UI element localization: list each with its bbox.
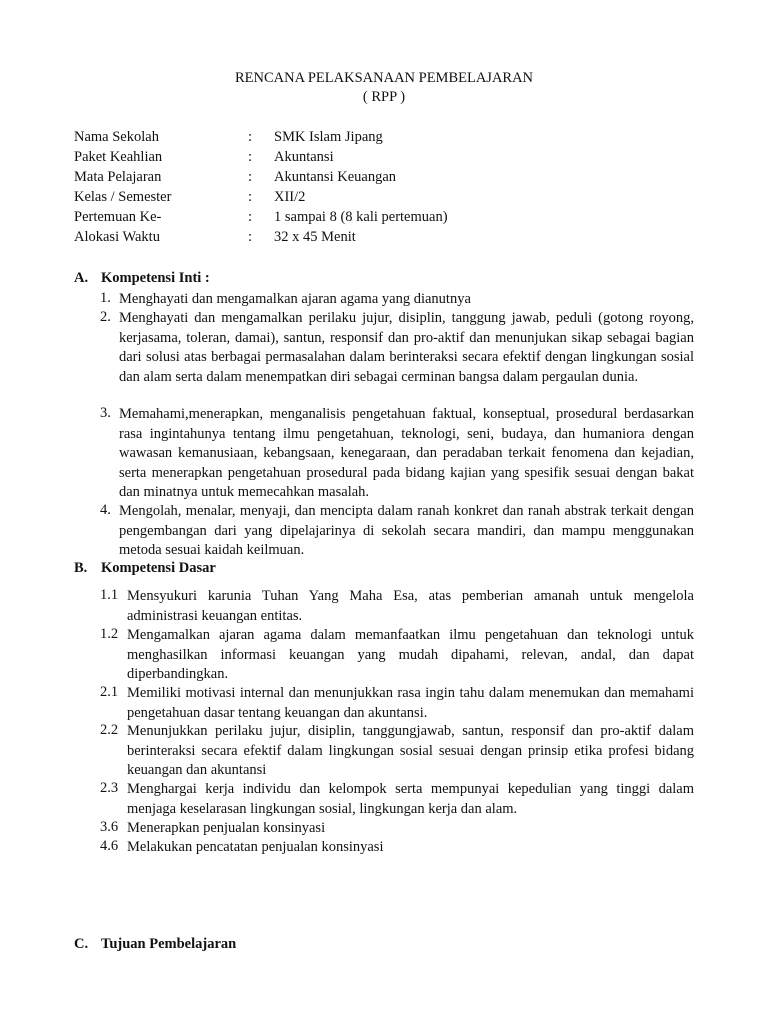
item-number: 2.1 bbox=[100, 684, 119, 700]
info-colon: : bbox=[248, 169, 253, 185]
section-letter: C. bbox=[74, 936, 89, 952]
info-label: Kelas / Semester bbox=[74, 189, 172, 205]
info-colon: : bbox=[248, 149, 253, 165]
info-value: Akuntansi Keuangan bbox=[274, 169, 397, 185]
item-number: 4.6 bbox=[100, 838, 119, 854]
info-colon: : bbox=[248, 209, 253, 225]
item-number: 1. bbox=[100, 290, 111, 306]
item-text: Memiliki motivasi internal dan menunjukkan rasa ingin tahu dalam menemukan dan memahami pengetahuan dasar tentang keuangan dan akuntansi. bbox=[127, 685, 694, 721]
item-text: Melakukan pencatatan penjualan konsinyasi bbox=[127, 839, 384, 855]
info-colon: : bbox=[248, 129, 253, 145]
item-text: Menghargai kerja individu dan kelompok serta mempunyai kepedulian yang tinggi dalam menjaga keselarasan lingkungan sosial, lingkungan kerja dan alam. bbox=[127, 781, 694, 817]
document-subtitle: ( RPP ) bbox=[362, 89, 406, 105]
item-text: Memahami,menerapkan, menganalisis pengetahuan faktual, konseptual, prosedural berdasarkan rasa ingintahunya tentang ilmu pengetahuan, teknologi, seni, budaya, dan humaniora dengan wawasan kemanusiaan, kebangsaan, kenegaraan, dan peradaban terkait fenomena dan kejadian, serta menerapkan pengetahuan prosedural pada bidang kajian yang spesifik sesuai dengan bakat dan minatnya untuk memecahkan masalah. bbox=[119, 406, 694, 500]
item-text: Menghayati dan mengamalkan perilaku jujur, disiplin, tanggung jawab, peduli (gotong royong, kerjasama, toleran, damai), santun, responsif dan pro-aktif dan menunjukan sikap sebagai bagian dari solusi atas berbagai permasalahan dalam berinteraksi secara efektif dengan lingkungan sosial dan alam serta dalam menempatkan diri sebagai cerminan bangsa dalam pergaulan dunia. bbox=[119, 310, 694, 385]
info-colon: : bbox=[248, 229, 253, 245]
item-text: Mengolah, menalar, menyaji, dan mencipta dalam ranah konkret dan ranah abstrak terkait dengan pengembangan dari yang dipelajarinya di sekolah secara mandiri, dan mampu menggunakan metoda sesuai kaidah keilmuan. bbox=[119, 503, 694, 558]
item-number: 1.2 bbox=[100, 626, 119, 642]
section-title: Tujuan Pembelajaran bbox=[101, 936, 237, 952]
section-title: Kompetensi Inti : bbox=[101, 270, 210, 286]
item-number: 1.1 bbox=[100, 587, 119, 603]
info-value: 1 sampai 8 (8 kali pertemuan) bbox=[274, 209, 448, 225]
info-value: Akuntansi bbox=[274, 149, 334, 165]
info-colon: : bbox=[248, 189, 253, 205]
item-number: 2. bbox=[100, 309, 111, 325]
info-value: XII/2 bbox=[274, 189, 306, 205]
info-label: Mata Pelajaran bbox=[74, 169, 162, 185]
item-text: Mengamalkan ajaran agama dalam memanfaatkan ilmu pengetahuan dan teknologi untuk menghasilkan informasi keuangan yang mudah dipahami, relevan, andal, dan dapat diperbandingkan. bbox=[127, 627, 694, 682]
info-label: Pertemuan Ke- bbox=[74, 209, 162, 225]
item-text: Menghayati dan mengamalkan ajaran agama yang dianutnya bbox=[119, 291, 471, 307]
info-value: 32 x 45 Menit bbox=[274, 229, 356, 245]
info-label: Nama Sekolah bbox=[74, 129, 159, 145]
section-title: Kompetensi Dasar bbox=[101, 560, 216, 576]
section-letter: B. bbox=[74, 560, 88, 576]
info-label: Alokasi Waktu bbox=[74, 229, 160, 245]
item-number: 3. bbox=[100, 405, 111, 421]
info-value: SMK Islam Jipang bbox=[274, 129, 383, 145]
item-number: 3.6 bbox=[100, 819, 119, 835]
item-number: 4. bbox=[100, 502, 111, 518]
document-title: RENCANA PELAKSANAAN PEMBELAJARAN bbox=[234, 70, 534, 86]
section-letter: A. bbox=[74, 270, 89, 286]
item-text: Mensyukuri karunia Tuhan Yang Maha Esa, atas pemberian amanah untuk mengelola administrasi keuangan entitas. bbox=[127, 588, 694, 624]
info-label: Paket Keahlian bbox=[74, 149, 163, 165]
item-number: 2.3 bbox=[100, 780, 119, 796]
item-text: Menunjukkan perilaku jujur, disiplin, tanggungjawab, santun, responsif dan pro-aktif dalam berinteraksi secara efektif dalam lingkungan sosial sesuai dengan prinsip etika profesi bidang keuangan dan akuntansi bbox=[127, 723, 694, 778]
item-number: 2.2 bbox=[100, 722, 119, 738]
item-text: Menerapkan penjualan konsinyasi bbox=[127, 820, 326, 836]
